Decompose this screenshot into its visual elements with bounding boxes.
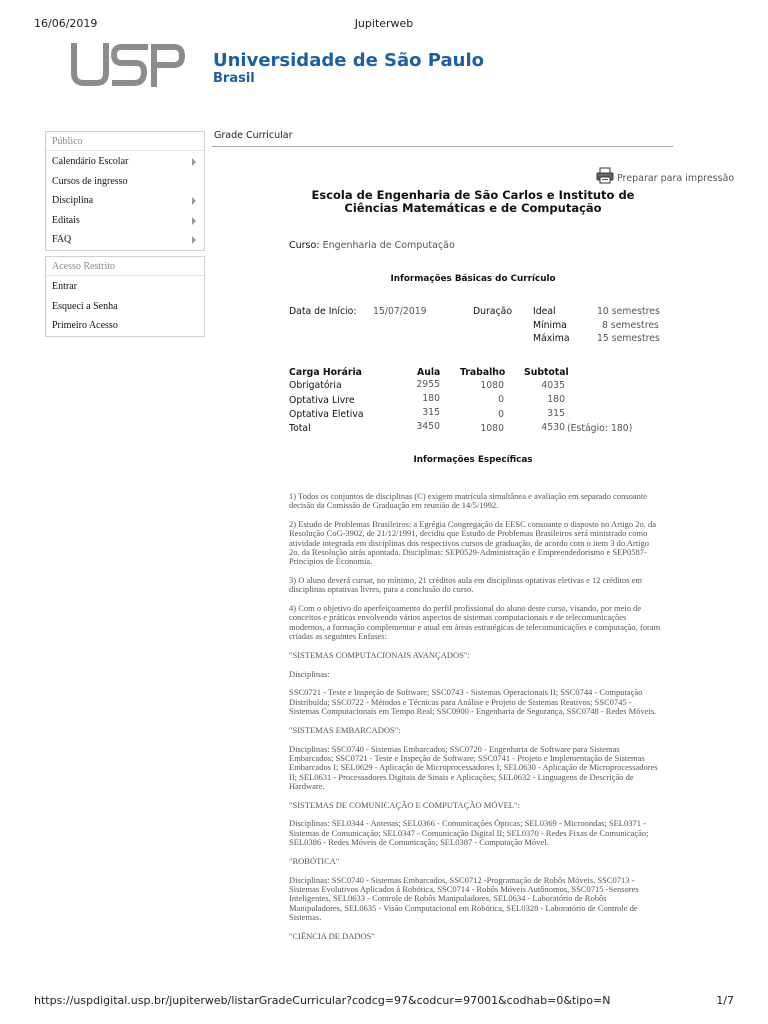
- paragraph: "ROBÓTICA": [289, 855, 340, 866]
- specific-info-body: [289, 492, 661, 950]
- sidebar-item-label: Disciplina: [52, 195, 94, 206]
- course-line: [289, 240, 455, 251]
- row-trabalho: 0: [498, 394, 504, 405]
- start-date-label: Data de Início:: [289, 306, 357, 317]
- row-label: Optativa Livre: [289, 395, 355, 406]
- sidebar-item-label: FAQ: [52, 234, 72, 245]
- paragraph: 4) Com o objetivo do aperfeiçoamento do perfil profissional do aluno deste curso, visando, por meio de conceitos e práticas envolvendo vários aspectos de sistemas computacionais e de telecomunicações modernos, a formação complementar e atual em áreas estratégicas de telecomunicações e computação, foram criadas as seguintes Enfases:: [289, 603, 661, 642]
- duration-ideal-label: Ideal: [533, 306, 556, 317]
- paragraph: 2) Estudo de Problemas Brasileiros: a Egrégia Congregação da EESC consoante o disposto no Artigo 2o. da Resolução CoG-3902, de 21/12/1991, decidiu que Estudo de Problemas Brasileiros será ministrado como atividade integrada em disciplinas dos respectivos cursos de graduação, de acordo com o item 3 do Artigo 2o. da Resolução atrás apontada. Disciplinas: SEP0529-Administração e Empreendedorismo e SEP0587-Princípios de Economia.: [289, 519, 657, 567]
- sidebar-item-entrar[interactable]: [46, 277, 204, 297]
- paragraph: "SISTEMAS EMBARCADOS":: [289, 724, 401, 735]
- sidebar-item-label: Esqueci a Senha: [52, 300, 118, 312]
- public-menu-heading: Público: [46, 132, 204, 151]
- workload-header-trabalho: Trabalho: [460, 367, 506, 378]
- row-subtotal: 315: [547, 408, 565, 419]
- row-extra: (Estágio: 180): [567, 423, 633, 434]
- sidebar-item-faq[interactable]: [46, 230, 204, 250]
- row-label: Total: [289, 423, 311, 434]
- row-aula: 2955: [416, 379, 440, 390]
- school-title: Escola de Engenharia de São Carlos e Instituto de Ciências Matemáticas e de Computação: [311, 188, 635, 215]
- sidebar-item-label: Calendário Escolar: [52, 156, 129, 167]
- basic-info-title: Informações Básicas do Currículo: [390, 274, 556, 284]
- paragraph: 1) Todos os conjuntos de disciplinas (C) exigem matrícula simultânea e avaliação em separado consoante decisão da Comissão de Graduação em reunião de 14/5/1992.: [289, 491, 648, 511]
- course-value: Engenharia de Computação: [322, 240, 455, 251]
- paragraph: Disciplinas: SSC0740 - Sistemas Embarcados; SSC0720 - Engenharia de Software para Sistemas Embarcados; SSC0721 - Teste e Inspeção de Software; SSC0741 - Projeto e Implementação de Sistemas Embarcados I; SEL0629 - Aplicação de Microprocessadores I; SEL0630 - Aplicação de Microprocessadores II; SEL0631 - Processadores Digitais de Sinais e Aplicações; SEL0632 - Linguagens de Descrição de Hardware.: [289, 743, 658, 791]
- row-aula: 180: [422, 393, 440, 404]
- chevron-right-icon: [192, 217, 196, 225]
- row-subtotal: 4530: [541, 422, 565, 433]
- print-date: 16/06/2019: [34, 17, 98, 30]
- sidebar-item-esqueci-a-senha[interactable]: [46, 297, 204, 317]
- usp-logo[interactable]: [70, 43, 186, 87]
- sidebar-item-label: Editais: [52, 214, 80, 226]
- paragraph: "SISTEMAS DE COMUNICAÇÃO E COMPUTAÇÃO MÓVEL":: [289, 799, 520, 810]
- duration-max-label: Máxima: [533, 333, 570, 344]
- duration-label: Duração: [473, 306, 513, 317]
- row-subtotal: 4035: [541, 380, 565, 391]
- breadcrumb: Grade Curricular: [214, 130, 293, 141]
- restricted-menu-heading: Acesso Restrito: [46, 257, 204, 276]
- duration-ideal-value: 10 semestres: [597, 306, 660, 317]
- sidebar-item-cursos-de-ingresso[interactable]: [46, 172, 204, 192]
- chevron-right-icon: [192, 197, 196, 205]
- university-name[interactable]: Universidade de São Paulo: [213, 50, 485, 71]
- paragraph: Disciplinas: SEL0344 - Antenas; SEL0366 - Comunicações Ópticas; SEL0369 - Microondas; SEL0371 -Sistemas de Comunicação; SEL0347 - Comunicação Digital II; SEL0370 - Redes Fixas de Comunicação; SEL0386 - Redes Móveis de Comunicação; SEL0387 - Computação Móvel.: [289, 818, 649, 848]
- start-date-value: 15/07/2019: [373, 306, 427, 317]
- chevron-right-icon: [192, 236, 196, 244]
- duration-min-value: 8 semestres: [602, 320, 659, 331]
- chevron-right-icon: [192, 158, 196, 166]
- workload-header-label: Carga Horária: [289, 367, 362, 378]
- workload-header-subtotal: Subtotal: [524, 367, 569, 378]
- duration-min-label: Mínima: [533, 320, 567, 331]
- sidebar-item-editais[interactable]: [46, 211, 204, 231]
- print-title: Jupiterweb: [354, 17, 414, 30]
- sidebar-item-label: Entrar: [52, 281, 77, 292]
- print-page-number: 1/7: [716, 994, 734, 1007]
- paragraph: SSC0721 - Teste e Inspeção de Software; SSC0743 - Sistemas Operacionais II; SSC0744 - Computação Distribuída; SSC0722 - Métodos e Técnicas para Análise e Projeto de Sistemas Reativos; SSC0745 -Sistemas Computacionais em Tempo Real; SSC0900 - Engenharia de Segurança, SSC0748 - Redes Móveis.: [289, 687, 657, 717]
- university-country: Brasil: [213, 71, 255, 86]
- workload-header-aula: Aula: [417, 367, 441, 378]
- row-aula: 315: [422, 407, 440, 418]
- row-aula: 3450: [416, 421, 440, 432]
- sidebar-item-primeiro-acesso[interactable]: [46, 316, 204, 336]
- row-trabalho: 0: [498, 409, 504, 420]
- sidebar-item-disciplina[interactable]: [46, 191, 204, 211]
- row-trabalho: 1080: [480, 423, 504, 434]
- paragraph: Disciplinas: SSC0740 - Sistemas Embarcados, SSC0712 -Programação de Robôs Móveis, SSC0713 - Sistemas Evolutivos Aplicados à Robótica, SSC0714 - Robôs Móveis Autônomos, SSC0715 -Sensores Inteligentes, SEL0633 - Controle de Robôs Manipuladores, SEL0634 - Laboratório de Robôs Manipuladores, SEL0635 - Visão Computacional em Robótica, SEL0328 - Laboratório de Controle de Sistemas.: [289, 874, 639, 922]
- sidebar-item-label: Cursos de ingresso: [52, 175, 128, 187]
- row-label: Optativa Eletiva: [289, 409, 364, 420]
- print-link-label: Preparar para impressão: [617, 173, 735, 184]
- paragraph: 3) O aluno deverá cursar, no mínimo, 21 créditos aula em disciplinas optativas eletivas e 12 créditos em disciplinas optativas livres, para a conclusão do curso.: [289, 575, 643, 595]
- printer-icon: [596, 167, 614, 184]
- breadcrumb-divider: [212, 146, 673, 147]
- sidebar-item-calendario-escolar[interactable]: [46, 152, 204, 172]
- public-menu: [45, 131, 205, 251]
- sidebar-item-label: Primeiro Acesso: [52, 320, 118, 331]
- row-subtotal: 180: [547, 394, 565, 405]
- print-url: https://uspdigital.usp.br/jupiterweb/listarGradeCurricular?codcg=97&codcur=97001&codhab=0&tipo=N: [34, 994, 611, 1007]
- row-label: Obrigatória: [289, 380, 342, 391]
- print-link[interactable]: [596, 167, 734, 184]
- course-label: Curso:: [289, 240, 320, 251]
- specific-info-title: Informações Específicas: [413, 455, 533, 465]
- restricted-menu: [45, 256, 205, 337]
- paragraph: "CIÊNCIA DE DADOS": [289, 930, 375, 941]
- row-trabalho: 1080: [480, 380, 504, 391]
- paragraph: "SISTEMAS COMPUTACIONAIS AVANÇADOS":: [289, 649, 470, 660]
- duration-max-value: 15 semestres: [597, 333, 660, 344]
- paragraph: Disciplinas:: [289, 668, 330, 679]
